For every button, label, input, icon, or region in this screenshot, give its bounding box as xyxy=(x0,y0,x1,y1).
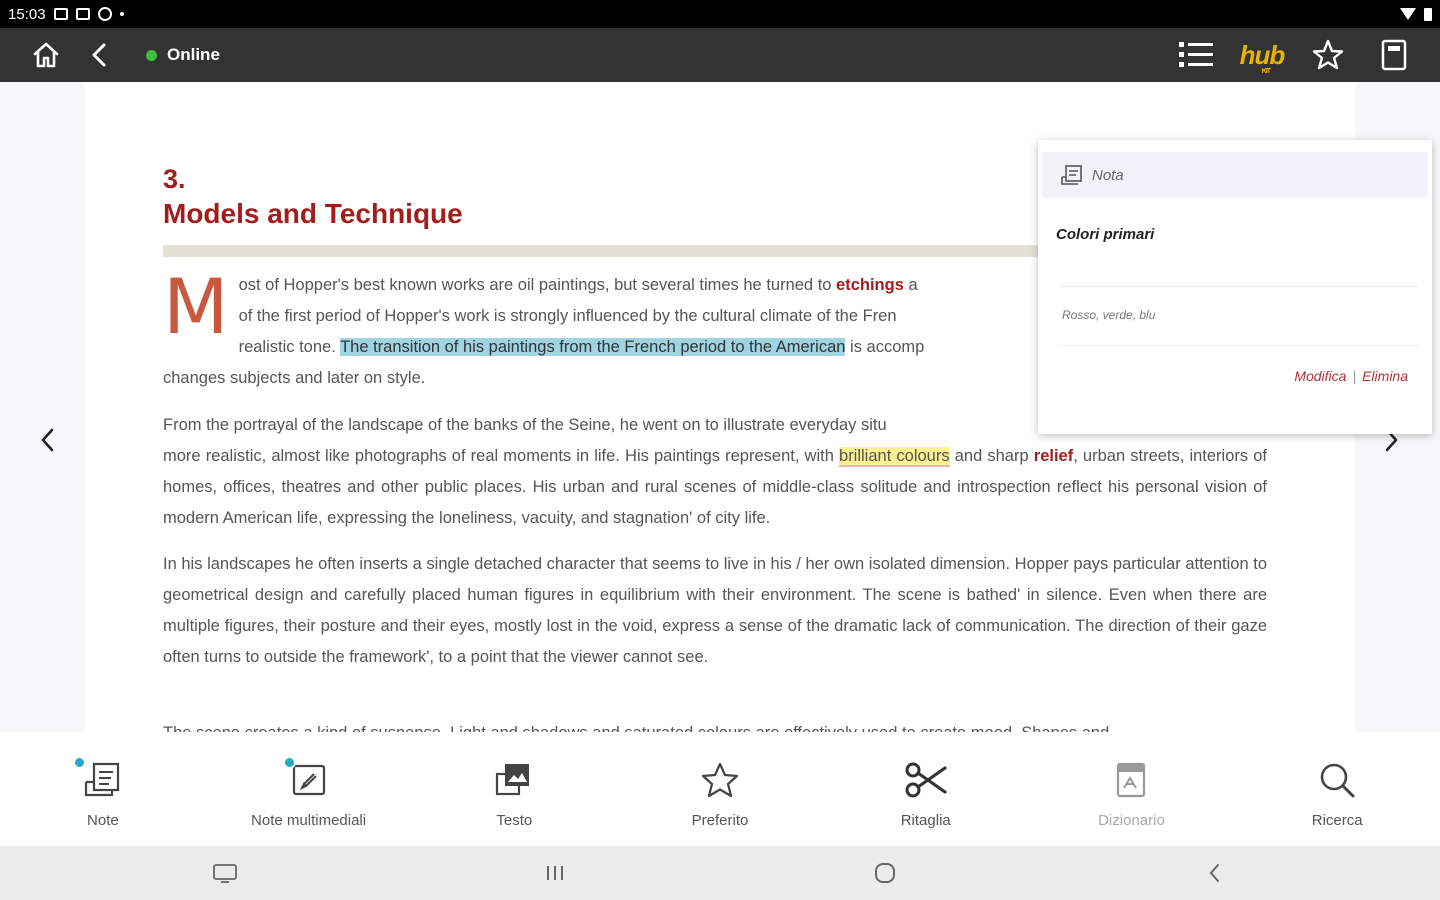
sync-notification-icon xyxy=(98,7,112,21)
note-text: Rosso, verde, blu xyxy=(1062,308,1156,322)
note-header-label: Nota xyxy=(1092,166,1124,184)
action-separator: | xyxy=(1352,368,1357,384)
notification-badge xyxy=(283,756,296,769)
tool-label: Ritaglia xyxy=(900,812,951,829)
dictionary-icon xyxy=(1110,760,1152,800)
tool-label: Note xyxy=(87,812,119,829)
online-status xyxy=(146,45,220,65)
system-navigation-bar xyxy=(0,846,1440,900)
tool-crop[interactable] xyxy=(823,732,1029,846)
home-circle-icon xyxy=(873,861,897,885)
hubkit-logo-button[interactable] xyxy=(1238,31,1286,79)
page-view-button[interactable] xyxy=(1370,31,1418,79)
paragraph-3[interactable]: In his landscapes he often inserts a single detached character that seems to live in his / her own isolated dimension. Hopper pays particular attention to geometrical design and carefully placed human figures in equilibrium with their environment. The scene is bathed' in silence. Even when there are multiple figures, their posture and their eyes, mostly lost in the void, express a sense of the dramatic lack of communication. The direction of their gaze often turns to outside the framework', to a point that the viewer cannot see. xyxy=(163,555,1267,666)
battery-icon xyxy=(1424,8,1432,21)
note-divider xyxy=(1060,286,1418,287)
home-system-button[interactable] xyxy=(855,853,915,893)
note-popup xyxy=(1038,140,1432,434)
keyboard-switch-button[interactable] xyxy=(195,853,255,893)
star-icon xyxy=(1311,38,1345,72)
previous-page-button[interactable] xyxy=(20,412,76,468)
chevron-left-icon xyxy=(87,42,113,68)
table-of-contents-button[interactable] xyxy=(1172,31,1220,79)
message-notification-icon xyxy=(76,8,90,20)
status-time: 15:03 xyxy=(8,5,46,23)
chapter-number: 3. xyxy=(163,164,186,194)
keyword-relief[interactable]: relief xyxy=(1033,447,1074,465)
note-title: Colori primari xyxy=(1056,226,1155,243)
highlight-blue[interactable]: The transition of his paintings from the French period to the American xyxy=(340,338,846,356)
tool-text[interactable] xyxy=(411,732,617,846)
hubkit-logo: hub KIT xyxy=(1239,40,1285,75)
notification-badge xyxy=(73,756,86,769)
star-icon xyxy=(699,760,741,800)
dropcap: M xyxy=(163,262,229,351)
recent-apps-button[interactable] xyxy=(525,853,585,893)
home-icon xyxy=(31,40,61,70)
highlight-yellow[interactable]: brilliant colours xyxy=(839,447,950,465)
bottom-toolbar xyxy=(0,732,1440,846)
chevron-left-icon xyxy=(38,427,58,453)
more-notifications-icon xyxy=(120,12,124,16)
tool-label: Dizionario xyxy=(1098,812,1165,829)
search-icon xyxy=(1316,760,1358,800)
book-page-icon xyxy=(1379,38,1409,72)
recent-apps-icon xyxy=(544,863,566,883)
paragraph-2[interactable]: From the portrayal of the landscape of the banks of the Seine, he went on to illustrate everyday situ more realistic, almost like photographs of real moments in life. His paintings represent, with brilliant colours and sharp relief, urban streets, interiors of homes, offices, theatres and other public places. His urban and rural scenes of middle-class solitude and introspection reflect his personal vision of modern American life, expressing the loneliness, vacuity, and stagnation' of city life. xyxy=(163,416,1268,527)
online-dot-icon xyxy=(146,50,157,61)
status-bar xyxy=(0,0,1440,28)
note-divider-2 xyxy=(1060,345,1418,346)
list-icon xyxy=(1177,39,1215,71)
note-actions xyxy=(1294,368,1408,384)
gallery-notification-icon xyxy=(54,8,68,20)
tool-favorite[interactable] xyxy=(617,732,823,846)
scissors-icon xyxy=(903,760,949,800)
tool-dictionary[interactable] xyxy=(1029,732,1235,846)
home-button[interactable] xyxy=(22,31,70,79)
tool-note[interactable] xyxy=(0,732,206,846)
note-header xyxy=(1042,152,1428,198)
wifi-icon xyxy=(1400,8,1416,20)
app-toolbar xyxy=(0,28,1440,82)
back-system-button[interactable] xyxy=(1185,853,1245,893)
keyboard-icon xyxy=(212,862,238,884)
tool-label: Note multimediali xyxy=(251,812,367,829)
tool-label: Testo xyxy=(496,812,533,829)
tool-label: Preferito xyxy=(691,812,749,829)
chapter-title: Models and Technique xyxy=(163,198,463,229)
tool-label: Ricerca xyxy=(1311,812,1363,829)
note-icon xyxy=(82,760,124,800)
online-label: Online xyxy=(167,45,220,64)
text-image-icon xyxy=(493,760,535,800)
edit-note-link[interactable]: Modifica xyxy=(1294,368,1347,384)
note-icon xyxy=(1060,164,1084,186)
keyword-etchings[interactable]: etchings xyxy=(836,276,904,294)
back-button[interactable] xyxy=(76,31,124,79)
tool-multimedia-note[interactable] xyxy=(206,732,412,846)
back-chevron-icon xyxy=(1205,862,1225,884)
tool-search[interactable] xyxy=(1234,732,1440,846)
delete-note-link[interactable]: Elimina xyxy=(1362,368,1408,384)
paragraph-1[interactable]: Most of Hopper's best known works are oil paintings, but several times he turned to etchings a of the first period of Hopper's work is strongly influenced by the cultural climate of the Fren realistic tone. The transition of his paintings from the French period to the American is accomp changes subjects and later on style. xyxy=(163,262,925,387)
bookmark-button[interactable] xyxy=(1304,31,1352,79)
